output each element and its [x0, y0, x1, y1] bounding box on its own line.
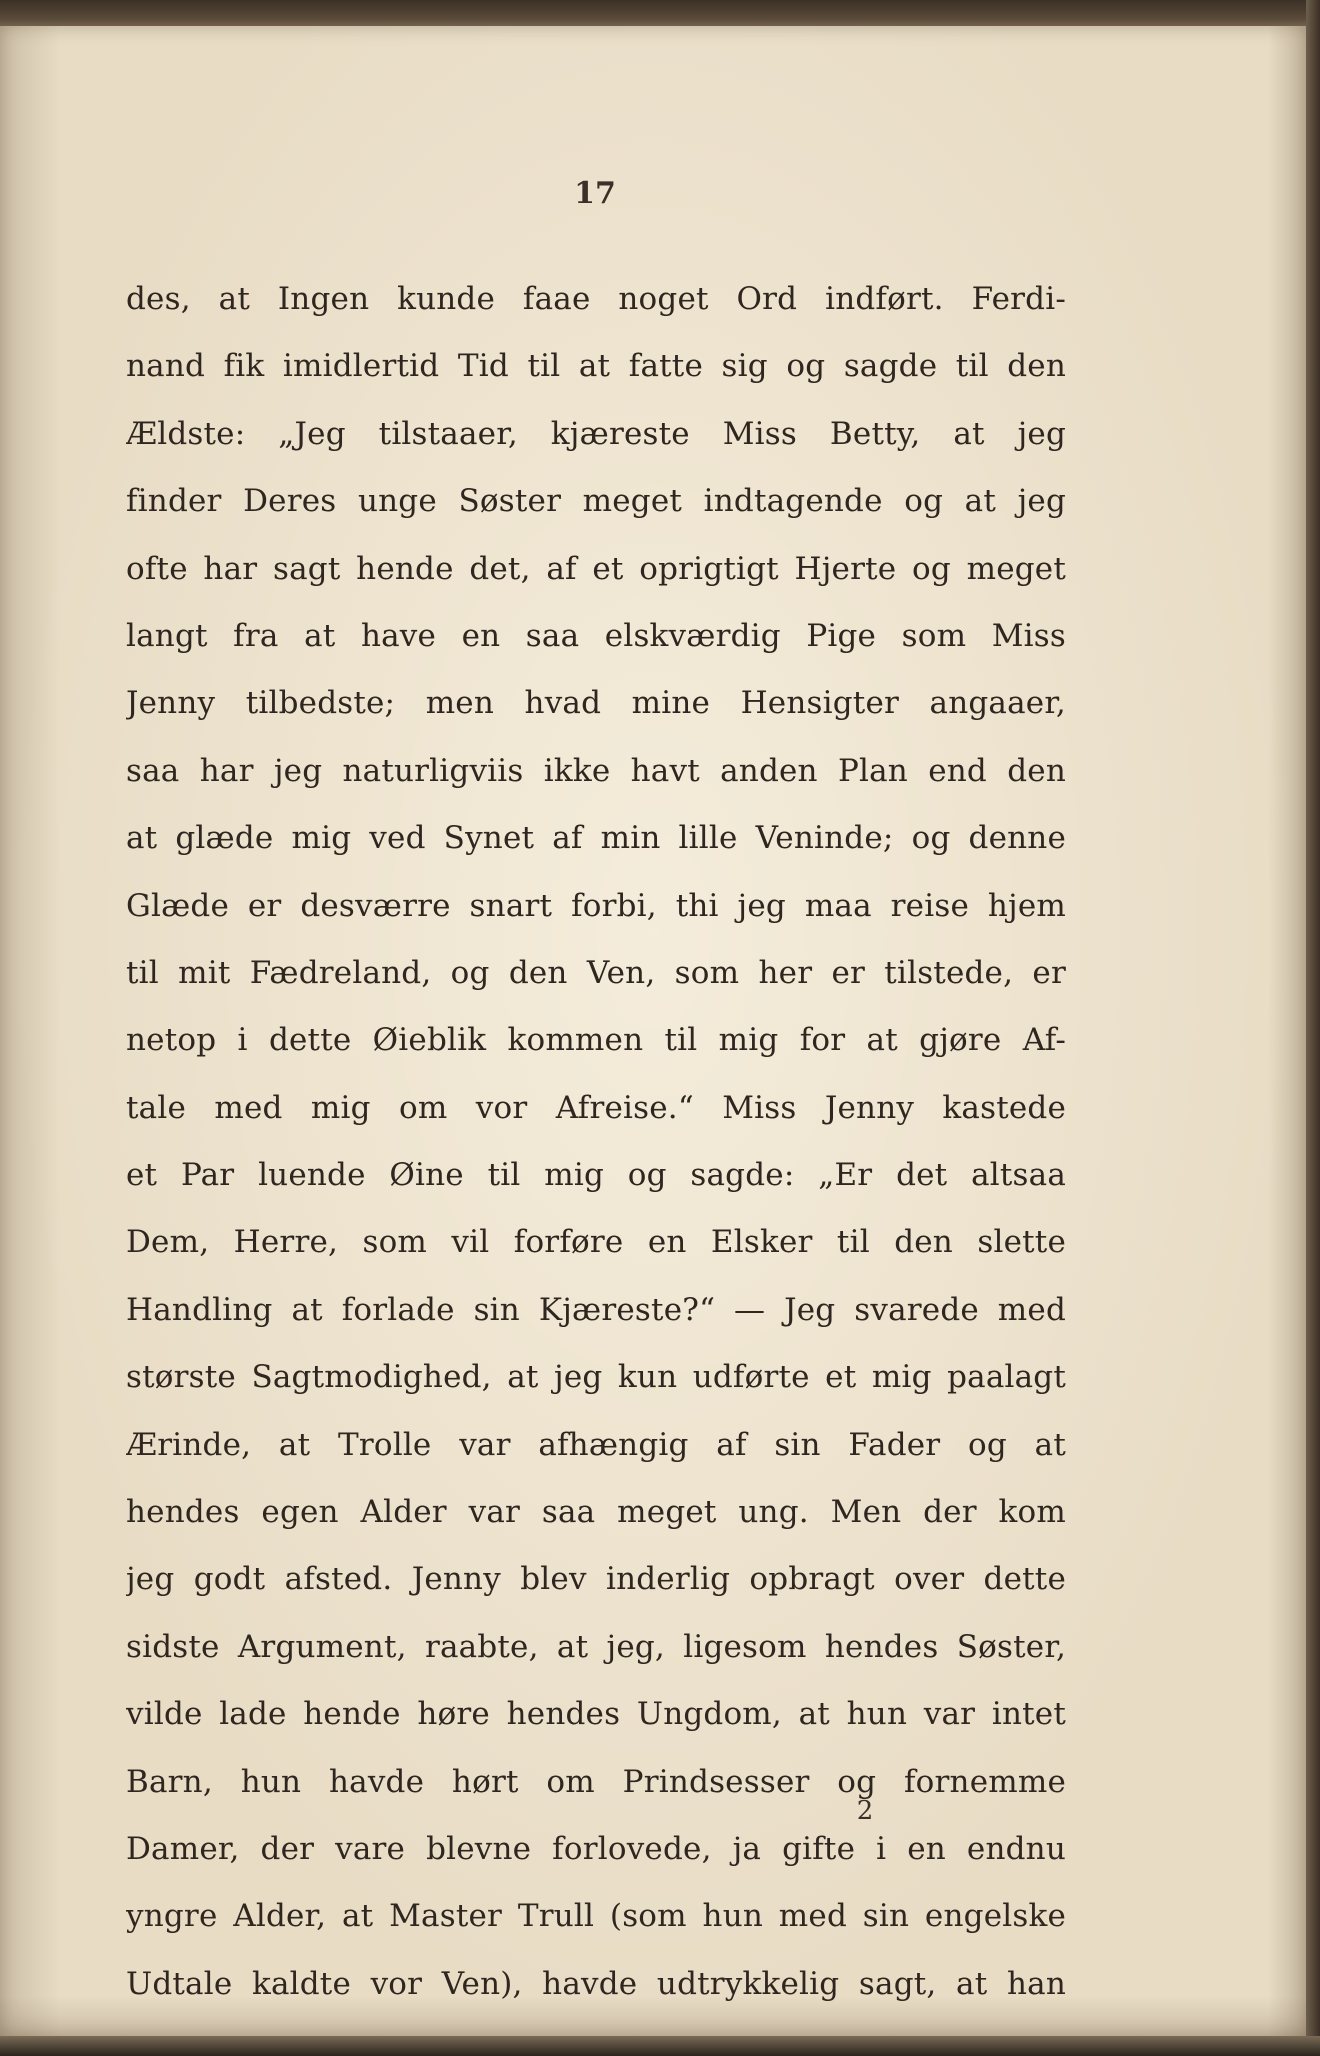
page-number: 17: [574, 176, 616, 211]
text-line: tale med mig om vor Afreise.“ Miss Jenny kastede: [126, 1089, 1066, 1126]
text-line: hendes egen Alder var saa meget ung. Men der kom: [126, 1494, 1066, 1531]
text-line: Dem, Herre, som vil forføre en Elsker til den slette: [126, 1224, 1066, 1261]
text-line: Jenny tilbedste; men hvad mine Hensigter angaaer,: [126, 685, 1066, 722]
text-line: at glæde mig ved Synet af min lille Veninde; og denne: [126, 820, 1066, 857]
book-right-edge: [1306, 0, 1320, 2056]
text-line: et Par luende Øine til mig og sagde: „Er det altsaa: [126, 1157, 1066, 1194]
signature-mark: 2: [856, 1796, 874, 1826]
text-line: jeg godt afsted. Jenny blev inderlig opbragt over dette: [126, 1561, 1066, 1598]
text-line: Damer, der vare blevne forlovede, ja gifte i en endnu: [126, 1830, 1066, 1867]
text-line: sidste Argument, raabte, at jeg, ligesom hendes Søster,: [126, 1628, 1066, 1665]
text-line: Ældste: „Jeg tilstaaer, kjæreste Miss Betty, at jeg: [126, 415, 1066, 452]
book-bottom-edge: [0, 2036, 1320, 2056]
text-line: til mit Fædreland, og den Ven, som her er tilstede, er: [126, 954, 1066, 991]
text-line: Udtale kaldte vor Ven), havde udtrykkelig sagt, at han: [126, 1965, 1066, 2002]
text-line: finder Deres unge Søster meget indtagende og at jeg: [126, 483, 1066, 520]
book-page: [0, 26, 1308, 2036]
text-line: yngre Alder, at Master Trull (som hun med sin engelske: [126, 1898, 1066, 1935]
text-line: langt fra at have en saa elskværdig Pige som Miss: [126, 617, 1066, 654]
text-line: netop i dette Øieblik kommen til mig for at gjøre Af-: [126, 1022, 1066, 1059]
text-line: nand fik imidlertid Tid til at fatte sig og sagde til den: [126, 348, 1066, 385]
text-line: største Sagtmodighed, at jeg kun udførte et mig paalagt: [126, 1359, 1066, 1396]
text-line: Ærinde, at Trolle var afhængig af sin Fader og at: [126, 1426, 1066, 1463]
text-line: Handling at forlade sin Kjæreste?“ — Jeg svarede med: [126, 1291, 1066, 1328]
text-line: vilde lade hende høre hendes Ungdom, at hun var intet: [126, 1696, 1066, 1733]
body-text: [126, 266, 1066, 2018]
text-line: ofte har sagt hende det, af et oprigtigt Hjerte og meget: [126, 550, 1066, 587]
text-line: saa har jeg naturligviis ikke havt anden Plan end den: [126, 752, 1066, 789]
text-line: Glæde er desværre snart forbi, thi jeg maa reise hjem: [126, 887, 1066, 924]
text-line: des, at Ingen kunde faae noget Ord indført. Ferdi-: [126, 281, 1066, 317]
text-line: Barn, hun havde hørt om Prindsesser og fornemme: [126, 1763, 1066, 1800]
